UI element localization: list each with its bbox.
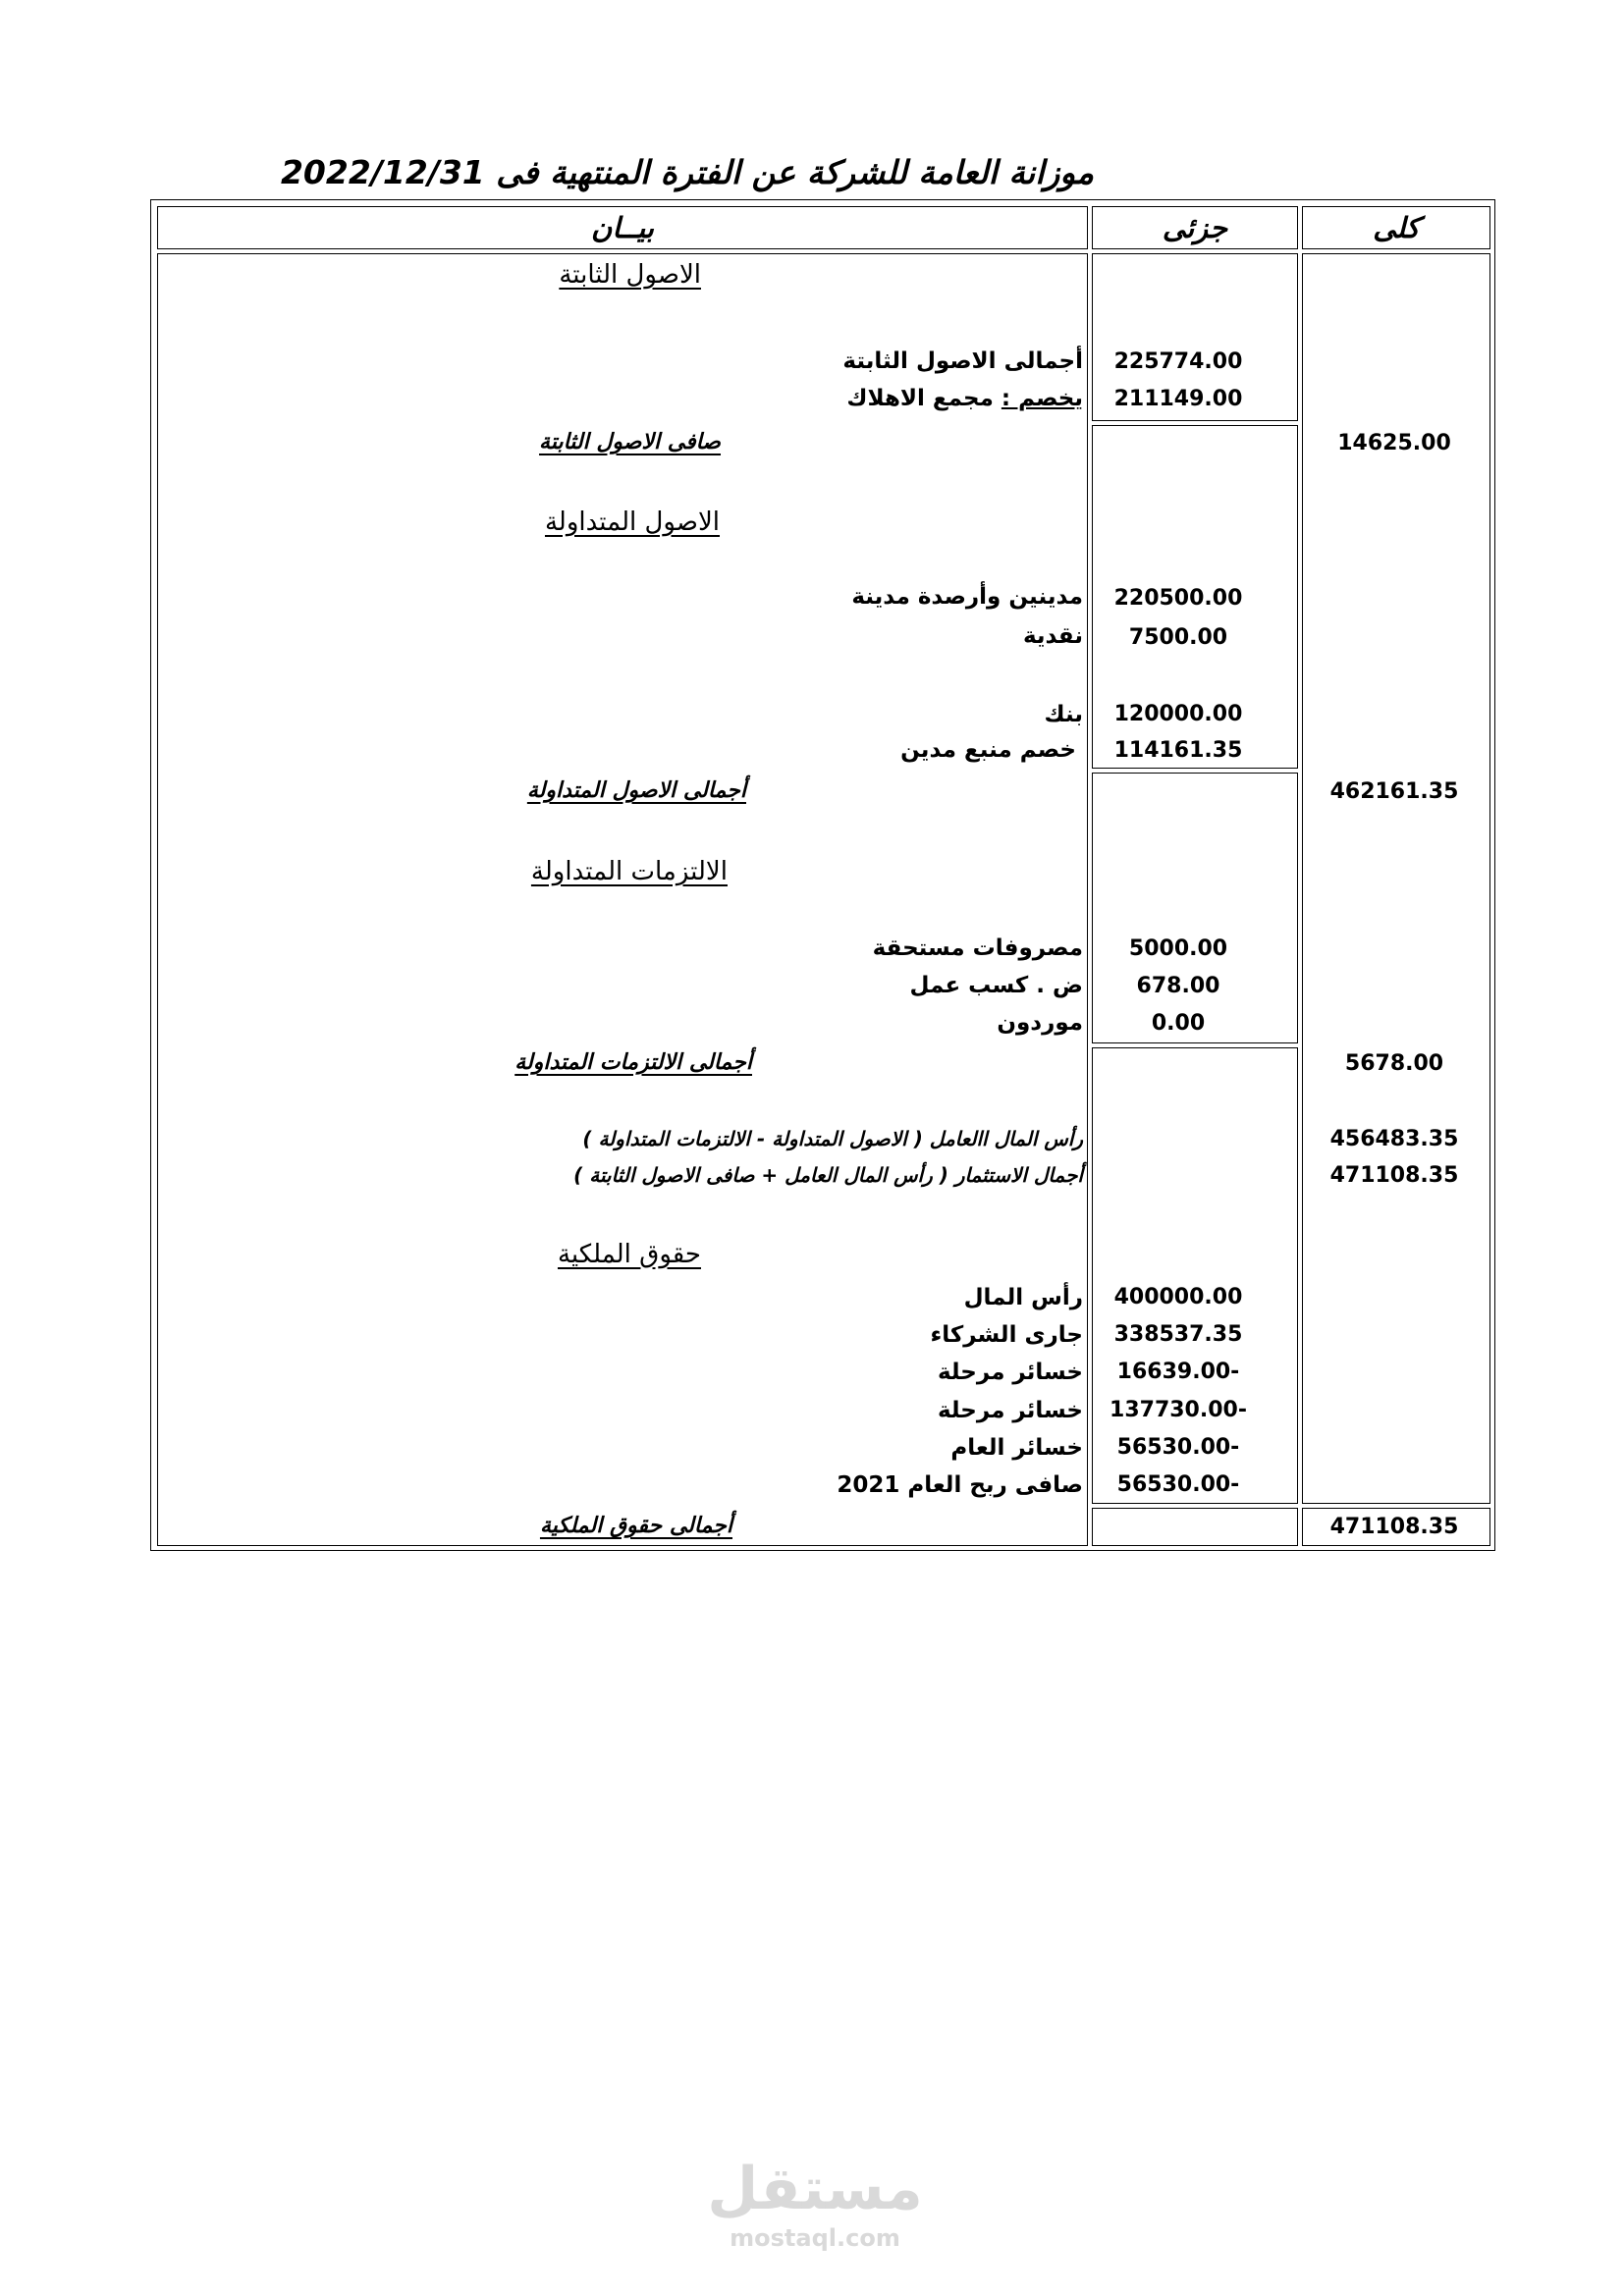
equity-heading: حقوق الملكية xyxy=(557,1240,701,1269)
equity-item-label: خسائر مرحلة xyxy=(937,1398,1083,1423)
current-asset-value: 7500.00 xyxy=(1128,625,1228,650)
equity-item-value: 137730.00- xyxy=(1110,1398,1247,1422)
current-assets-total-value: 462161.35 xyxy=(1329,779,1459,804)
working-capital-value: 456483.35 xyxy=(1329,1127,1459,1151)
liability-label: موردون xyxy=(997,1010,1083,1036)
current-asset-label: نقدية xyxy=(1022,623,1083,649)
equity-total-value: 471108.35 xyxy=(1329,1515,1459,1539)
deduct-prefix: يخصم : xyxy=(1001,386,1083,411)
current-assets-heading: الاصول المتداولة xyxy=(544,507,720,537)
balance-sheet-table xyxy=(150,199,1495,1551)
header-description: بيــان xyxy=(157,206,1088,249)
current-asset-value: 120000.00 xyxy=(1113,702,1243,726)
equity-item-value: 56530.00- xyxy=(1116,1435,1240,1460)
depreciation-row xyxy=(846,383,1083,414)
fixed-assets-gross-label: أجمالى الاصول الثابتة xyxy=(842,348,1083,374)
header-partial: جزئى xyxy=(1092,206,1298,249)
working-capital-label: رأس المال االعامل ( الاصول المتداولة - الالتزمات المتداولة ) xyxy=(582,1127,1083,1150)
watermark-arabic: مستقل xyxy=(707,2155,923,2223)
current-asset-value: 114161.35 xyxy=(1113,738,1243,763)
current-liabilities-heading: الالتزمات المتداولة xyxy=(530,857,728,886)
equity-item-value: 338537.35 xyxy=(1113,1322,1243,1347)
depreciation-value: 211149.00 xyxy=(1113,387,1243,411)
header-total: كلى xyxy=(1302,206,1490,249)
liability-value: 5000.00 xyxy=(1128,936,1228,961)
partial-box-current-liabilities xyxy=(1092,773,1298,1043)
equity-total-label: أجمالى حقوق الملكية xyxy=(539,1514,732,1538)
equity-item-label: صافى ربح العام 2021 xyxy=(837,1472,1083,1498)
page-title: موزانة العامة للشركة عن الفترة المنتهية فى 2022/12/31 xyxy=(280,153,1095,191)
net-fixed-assets-total: 14625.00 xyxy=(1337,431,1451,455)
liability-value: 0.00 xyxy=(1151,1011,1206,1036)
equity-item-label: جارى الشركاء xyxy=(930,1322,1083,1348)
current-liabilities-total-label: أجمالى الالتزمات المتداولة xyxy=(514,1050,752,1075)
depreciation-label: مجمع الاهلاك xyxy=(846,386,1001,411)
equity-item-value: 400000.00 xyxy=(1113,1285,1243,1309)
fixed-assets-gross-value: 225774.00 xyxy=(1113,349,1243,374)
equity-item-value: 56530.00- xyxy=(1116,1472,1240,1497)
fixed-assets-heading: الاصول الثابتة xyxy=(559,260,701,290)
current-assets-total-label: أجمالى الاصول المتداولة xyxy=(526,778,746,803)
liability-value: 678.00 xyxy=(1136,974,1220,998)
current-asset-label: بنك xyxy=(1044,702,1083,727)
total-investment-value: 471108.35 xyxy=(1329,1163,1459,1188)
current-liabilities-total-value: 5678.00 xyxy=(1344,1051,1444,1076)
current-asset-label: مدينين وأرصدة مدينة xyxy=(851,584,1083,610)
equity-item-value: 16639.00- xyxy=(1116,1360,1240,1384)
mostaql-watermark xyxy=(677,2155,952,2253)
equity-item-label: رأس المال xyxy=(963,1285,1083,1310)
current-asset-value: 220500.00 xyxy=(1113,586,1243,611)
equity-item-label: خسائر العام xyxy=(950,1435,1083,1461)
total-investment-label: أجمال الاستثمار ( رأس المال العامل + صافى الاصول الثابتة ) xyxy=(573,1163,1083,1187)
liability-label: ض . كسب عمل xyxy=(909,973,1083,998)
liability-label: مصروفات مستحقة xyxy=(872,935,1083,961)
current-asset-label: خصم منبع مدين xyxy=(900,737,1076,763)
net-fixed-assets-label: صافى الاصول الثابتة xyxy=(539,430,721,454)
equity-item-label: خسائر مرحلة xyxy=(937,1360,1083,1385)
watermark-latin: mostaql.com xyxy=(730,2224,900,2252)
partial-box-equity-total xyxy=(1092,1508,1298,1546)
